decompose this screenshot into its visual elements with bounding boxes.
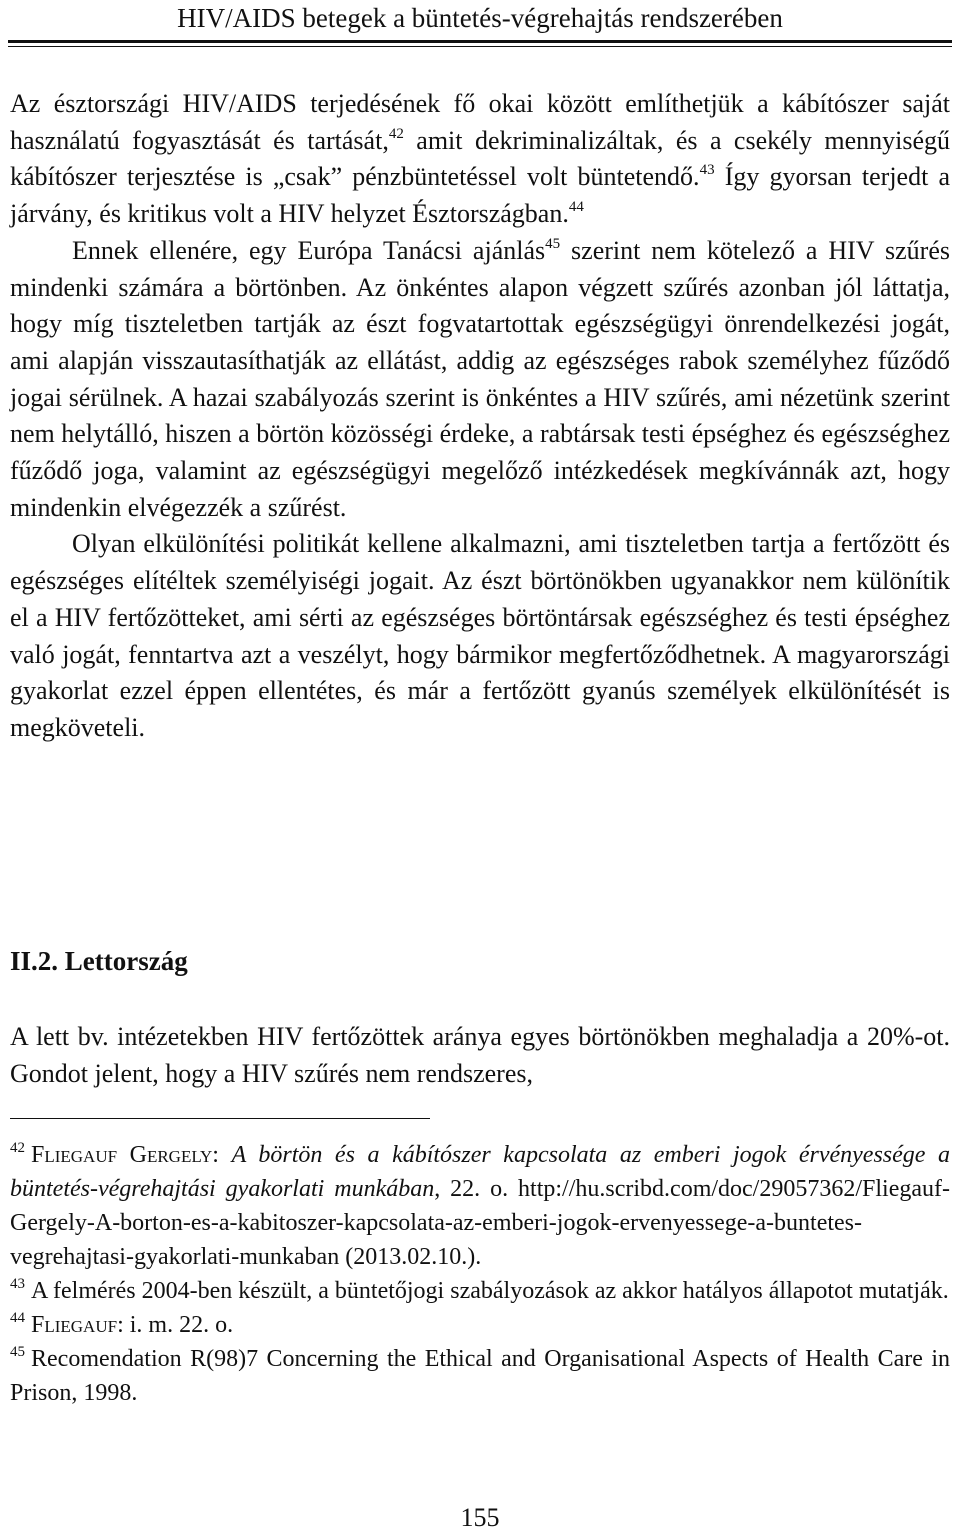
paragraph-text: Így gyorsan terjedt a járvány, és kritikus volt a HIV helyzet Észtországban. [10,162,950,229]
footnote-45 [10,1342,950,1410]
footnote-number: 45 [10,1344,25,1360]
footnote-text: A felmérés 2004-ben készült, a büntetőjogi szabályozások az akkor hatályos állapotot mutatják. [31,1278,949,1304]
paragraph-text: Az észtországi HIV/AIDS terjedésének fő okai között említhetjük a kábítószer saját használatú fogyasztását és tartását, [10,89,950,155]
header-rule-thin [8,46,952,47]
footnote-separator [10,1118,430,1119]
running-header-title: HIV/AIDS betegek a büntetés-végrehajtás rendszerében [177,3,783,33]
footnote-ref-45[interactable]: 45 [545,235,561,252]
paragraph-segregation: Olyan elkülönítési politikát kellene alkalmazni, ami tiszteletben tartja a fertőzött és egészséges elítéltek személyiségi jogait. Az észt börtönökben ugyanakkor nem különítik el a HIV fertőzötteket, ami sérti az egészséges börtöntársak egészséghez és testi épséghez való jogát, fenntartva azt a veszélyt, hogy bármikor megfertőződhetnek. A magyarországi gyakorlat ezzel éppen ellentétes, és már a fertőzött gyanús személyek elkülönítését is megköveteli. [10,529,950,742]
footnote-author: Fliegauf: [31,1312,124,1338]
footnote-43 [10,1274,950,1308]
paragraph-latvia [10,1018,950,1092]
footnote-44 [10,1308,950,1342]
main-text [10,86,950,747]
footnote-number: 44 [10,1310,25,1326]
footnote-ref-44[interactable]: 44 [568,199,584,216]
footnotes [10,1138,950,1410]
footnote-42 [10,1138,950,1274]
paragraph-latvia-text: A lett bv. intézetekben HIV fertőzöttek aránya egyes börtönökben meghaladja a 20%-ot. Gondot jelent, hogy a HIV szűrés nem rendszeres, [10,1022,950,1088]
page-number: 155 [460,1503,500,1532]
paragraph-text: Ennek ellenére, egy Európa Tanácsi ajánlás [72,235,546,265]
footnote-number: 42 [10,1140,25,1156]
paragraph-text: szerint nem kötelező a HIV szűrés mindenki számára a börtönben. Az önkéntes alapon végzett szűrés azonban jól láttatja, hogy míg tiszteletben tartják az észt fogvatartottak egészségügyi önrendelkezési jogát, ami alapján visszautasíthatják az ellátást, addig az egészséges rabok személyhez fűződő jogai sérülnek. A hazai szabályozás szerint is önkéntes a HIV szűrés, ami nézetünk szerint nem helytálló, hiszen a börtön közösségi érdeke, a rabtársak testi épséghez és egészséghez fűződő joga, valamint az egészségügyi megelőző intézkedések megkívánnák azt, hogy mindenkin elvégezzék a szűrést. [10,235,950,522]
paragraph-estonia-causes [10,86,950,233]
paragraph-screening [10,233,950,527]
footnote-text: Recomendation R(98)7 Concerning the Ethical and Organisational Aspects of Health Care in Prison, 1998. [10,1346,950,1406]
paragraph-text: amit dekriminalizáltak, és a csekély mennyiségű kábítószer terjesztése is „csak” pénzbüntetéssel volt büntetendő. [10,125,950,192]
section-heading-latvia: II.2. Lettország [10,946,188,976]
footnote-number: 43 [10,1276,25,1292]
footnote-ref-43[interactable]: 43 [699,162,715,179]
footnote-text: i. m. 22. o. [123,1312,234,1338]
footnote-work-title: A börtön és a kábítószer kapcsolata az emberi jogok érvényessége a büntetés-végrehajtási gyakorlati munkában [10,1142,951,1202]
footnote-author: Fliegauf Gergely: [31,1142,219,1168]
footnote-citation[interactable]: , 22. o. http://hu.scribd.com/doc/29057362/Fliegauf-Gergely-A-borton-es-a-kabitoszer-kapcsolata-az-emberi-jogok-ervenyessege-a-buntetes-vegrehajtasi-gyakorlati-munkaban (2013.02.10.). [10,1176,950,1270]
header-rule-thick [8,40,952,43]
footnote-ref-42[interactable]: 42 [388,125,404,142]
running-header [0,0,960,44]
